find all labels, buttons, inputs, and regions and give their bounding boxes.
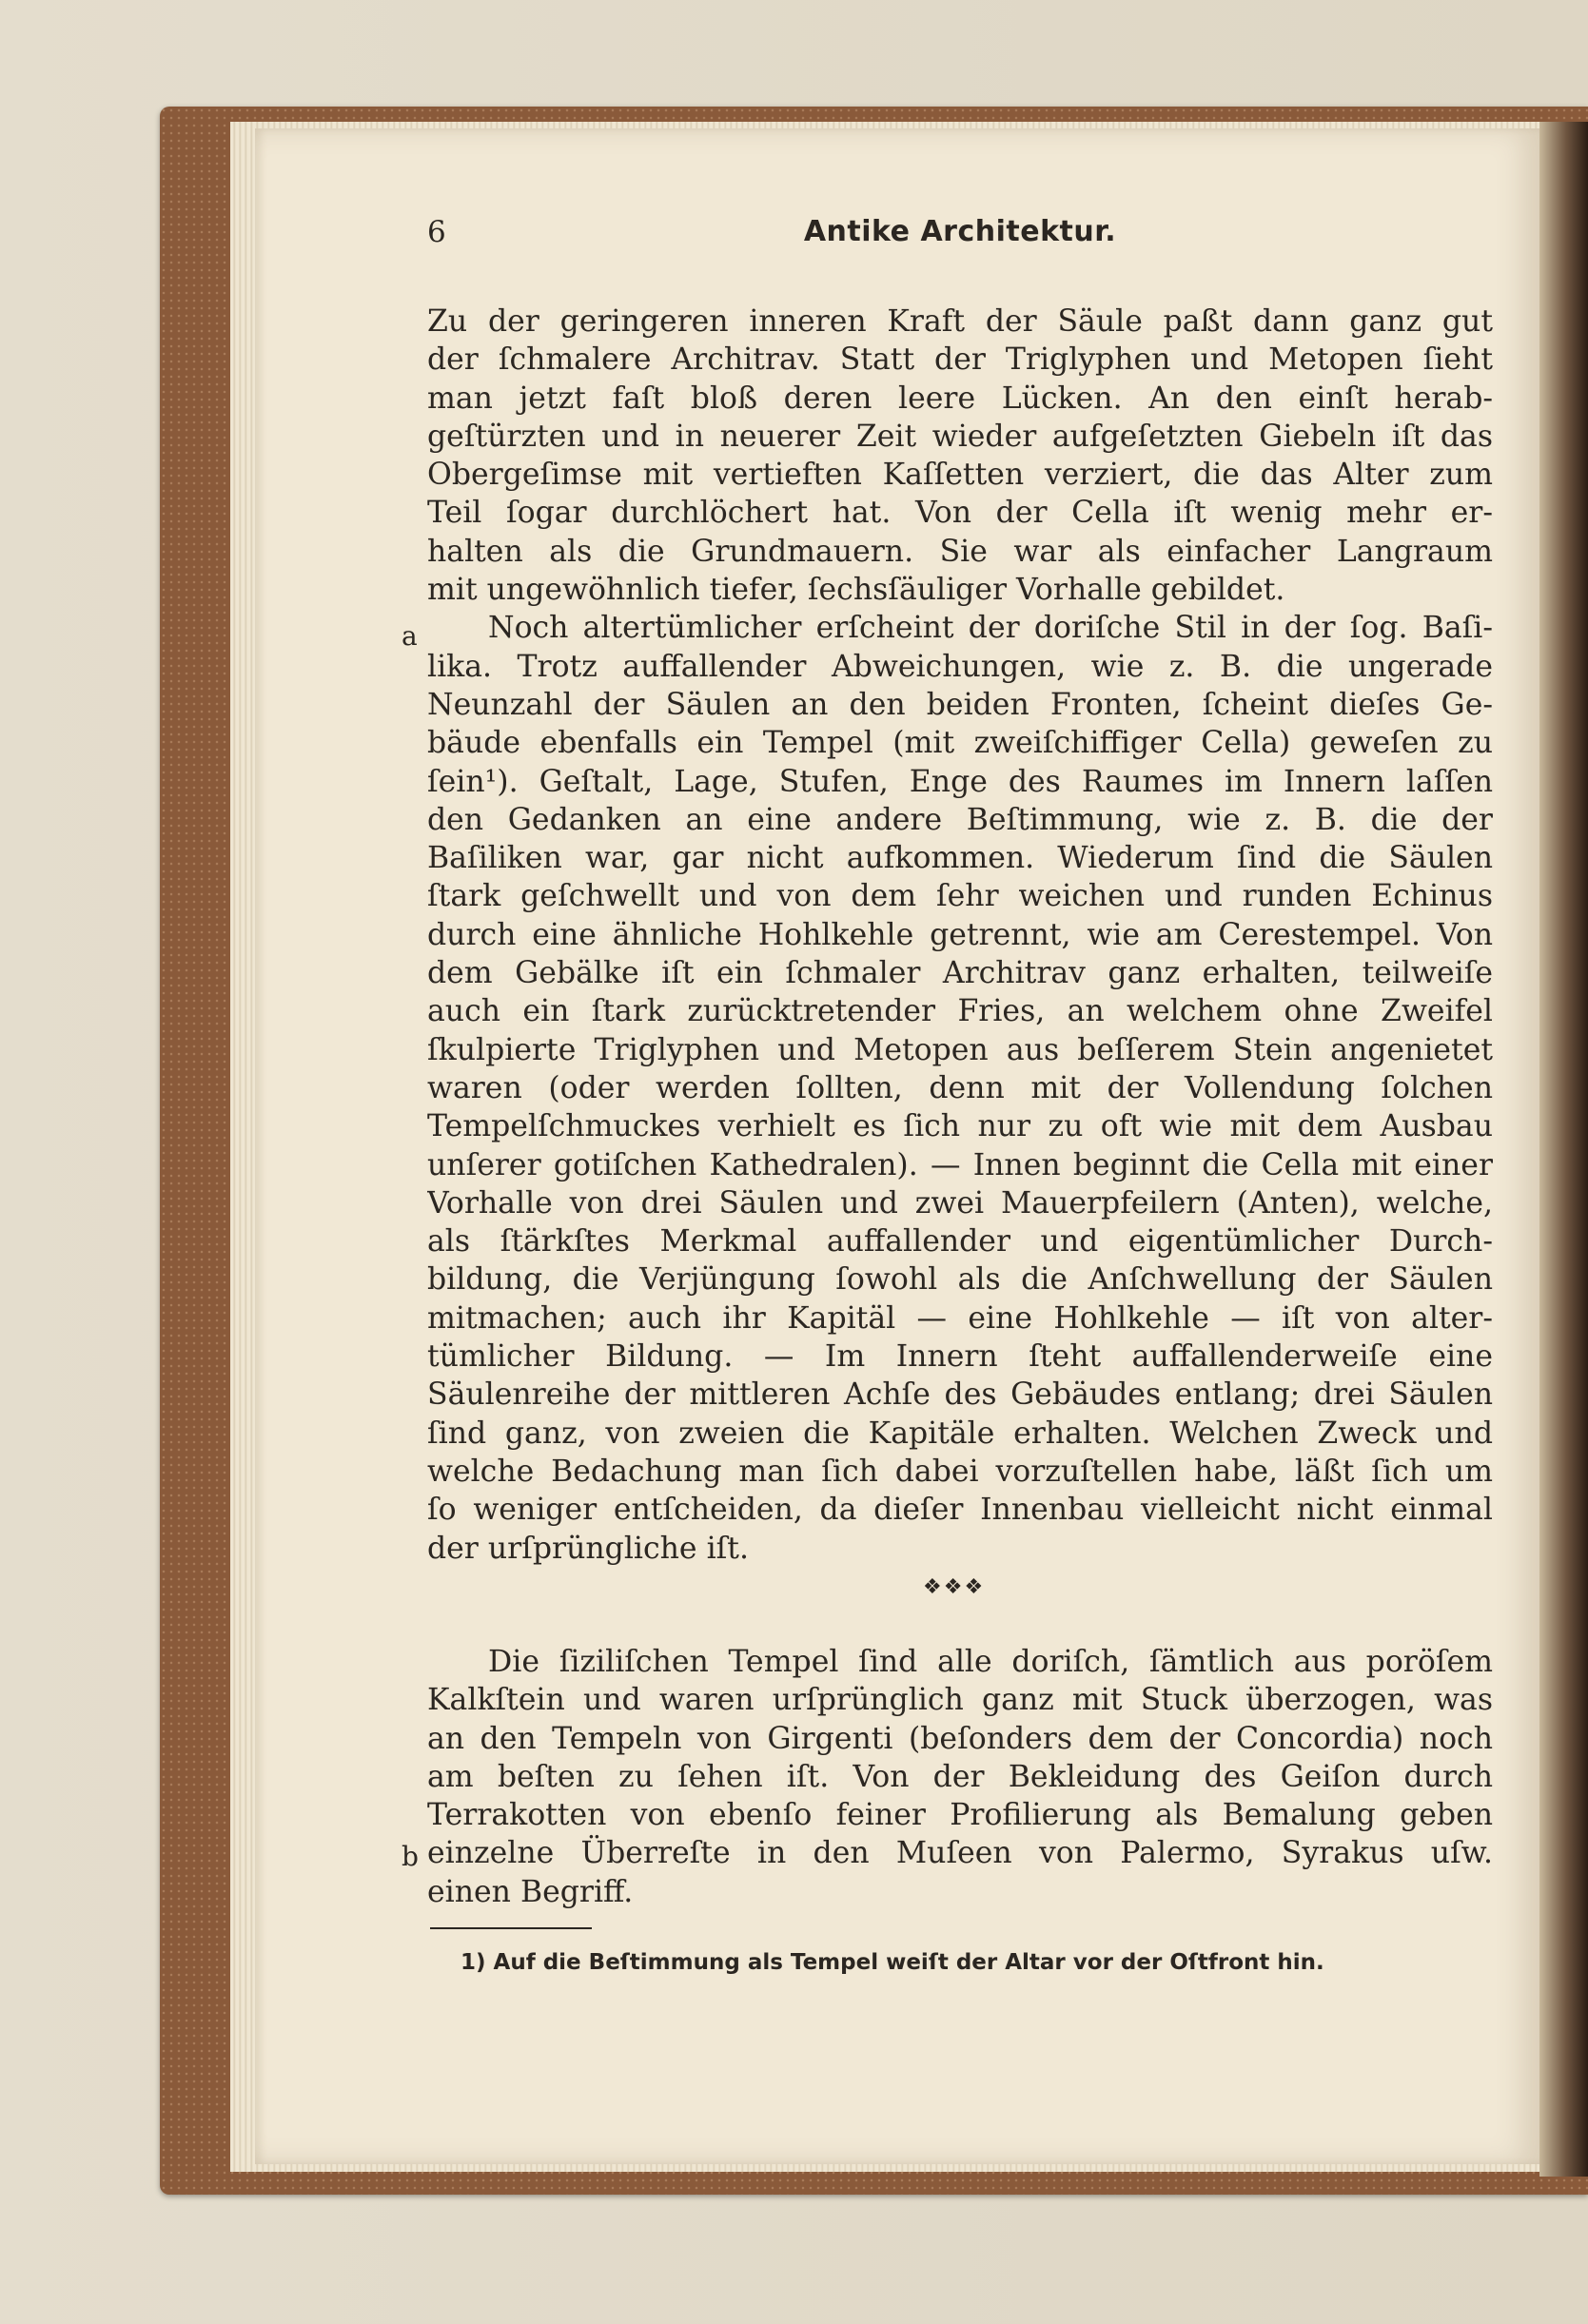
text-line: am beſten zu ſehen iſt. Von der Bekleidung des Geiſon durch: [427, 1759, 1493, 1794]
text-line: ſo weniger entſcheiden, da dieſer Innenbau vielleicht nicht einmal: [427, 1493, 1493, 1528]
text-line: der urſprüngliche iſt.: [427, 1531, 749, 1566]
text-line: an den Tempeln von Girgenti (beſonders dem der Concordia) noch: [427, 1721, 1493, 1756]
text-line: Neunzahl der Säulen an den beiden Fronten, ſcheint dieſes Ge-: [427, 687, 1493, 722]
text-line: einzelne Überreſte in den Muſeen von Palermo, Syrakus uſw.: [427, 1836, 1493, 1871]
text-line: Kalkſtein und waren urſprünglich ganz mit Stuck überzogen, was: [427, 1683, 1493, 1718]
text-line: einen Begriff.: [427, 1874, 634, 1909]
section-ornament: ❖❖❖: [923, 1575, 986, 1599]
book-gutter: [1539, 122, 1588, 2177]
text-line: Terrakotten von ebenſo feiner Profilierung als Bemalung geben: [427, 1798, 1493, 1833]
text-line: Die ſiziliſchen Tempel ſind alle doriſch, ſämtlich aus poröſem: [488, 1645, 1493, 1679]
body-text: [427, 303, 1493, 1568]
text-line: Vorhalle von drei Säulen und zwei Mauerpfeilern (Anten), welche,: [427, 1185, 1493, 1221]
body-text-2: [427, 1643, 1493, 1911]
text-line: ſind ganz, von zweien die Kapitäle erhalten. Welchen Zweck und: [427, 1416, 1493, 1451]
text-line: durch eine ähnliche Hohlkehle getrennt, wie am Cerestempel. Von: [427, 917, 1493, 952]
text-line: Zu der geringeren inneren Kraft der Säule paßt dann ganz gut: [427, 304, 1493, 339]
paragraph-2: [427, 609, 1493, 1567]
text-line: mit ungewöhnlich tiefer, ſechsſäuliger Vorhalle gebildet.: [427, 573, 1285, 608]
footnote: 1) Auf die Beſtimmung als Tempel weiſt der Altar vor der Oſtfront hin.: [461, 1950, 1324, 1975]
text-line: ſkulpierte Triglyphen und Metopen aus beſſerem Stein angenietet: [427, 1032, 1493, 1067]
margin-mark-a: a: [402, 620, 418, 652]
text-line: auch ein ſtark zurücktretender Fries, an welchem ohne Zweifel: [427, 994, 1493, 1029]
text-line: Säulenreihe der mittleren Achſe des Gebäudes entlang; drei Säulen: [427, 1377, 1493, 1413]
text-line: geſtürzten und in neuerer Zeit wieder aufgeſetzten Giebeln iſt das: [427, 419, 1493, 454]
text-line: mitmachen; auch ihr Kapitäl — eine Hohlkehle — iſt von alter-: [427, 1300, 1493, 1336]
text-line: als ſtärkſtes Merkmal auffallender und eigentümlicher Durch-: [427, 1224, 1493, 1260]
text-line: Noch altertümlicher erſcheint der doriſche Stil in der ſog. Baſi-: [488, 611, 1493, 646]
margin-mark-b: b: [402, 1841, 419, 1872]
text-line: ſtark geſchwellt und von dem ſehr weichen und runden Echinus: [427, 879, 1493, 914]
text-line: welche Bedachung man ſich dabei vorzuſtellen habe, läßt ſich um: [427, 1454, 1493, 1489]
text-line: dem Gebälke iſt ein ſchmaler Architrav ganz erhalten, teilweiſe: [427, 956, 1493, 991]
text-line: waren (oder werden ſollten, denn mit der Vollendung ſolchen: [427, 1070, 1493, 1105]
text-line: Tempelſchmuckes verhielt es ſich nur zu oft wie mit dem Ausbau: [427, 1109, 1493, 1144]
page-header: [427, 215, 1493, 263]
text-line: ſein¹). Geſtalt, Lage, Stufen, Enge des Raumes im Innern laſſen: [427, 764, 1493, 799]
text-line: lika. Trotz auffallender Abweichungen, wie z. B. die ungerade: [427, 649, 1493, 684]
running-title: Antike Architektur.: [803, 215, 1117, 248]
paragraph-3: [427, 1643, 1493, 1911]
footnote-rule: [430, 1927, 592, 1929]
text-line: den Gedanken an eine andere Beſtimmung, wie z. B. die der: [427, 802, 1493, 837]
text-line: man jetzt faſt bloß deren leere Lücken. An den einſt herab-: [427, 381, 1493, 416]
paragraph-1: [427, 303, 1493, 609]
text-line: tümlicher Bildung. — Im Innern ſteht auffallenderweiſe eine: [427, 1339, 1493, 1375]
text-line: bildung, die Verjüngung ſowohl als die Anſchwellung der Säulen: [427, 1262, 1493, 1298]
text-line: halten als die Grundmauern. Sie war als einfacher Langraum: [427, 534, 1493, 569]
page-number: 6: [427, 215, 446, 249]
text-line: Obergeſimse mit vertieften Kaſſetten verziert, die das Alter zum: [427, 458, 1493, 493]
text-line: bäude ebenfalls ein Tempel (mit zweiſchiffiger Cella) geweſen zu: [427, 726, 1493, 761]
text-line: der ſchmalere Architrav. Statt der Triglyphen und Metopen ſieht: [427, 342, 1493, 378]
text-line: unſerer gotiſchen Kathedralen). — Innen beginnt die Cella mit einer: [427, 1147, 1493, 1182]
text-line: Teil ſogar durchlöchert hat. Von der Cella iſt wenig mehr er-: [427, 496, 1493, 531]
text-line: Baſiliken war, gar nicht aufkommen. Wiederum ſind die Säulen: [427, 841, 1493, 876]
